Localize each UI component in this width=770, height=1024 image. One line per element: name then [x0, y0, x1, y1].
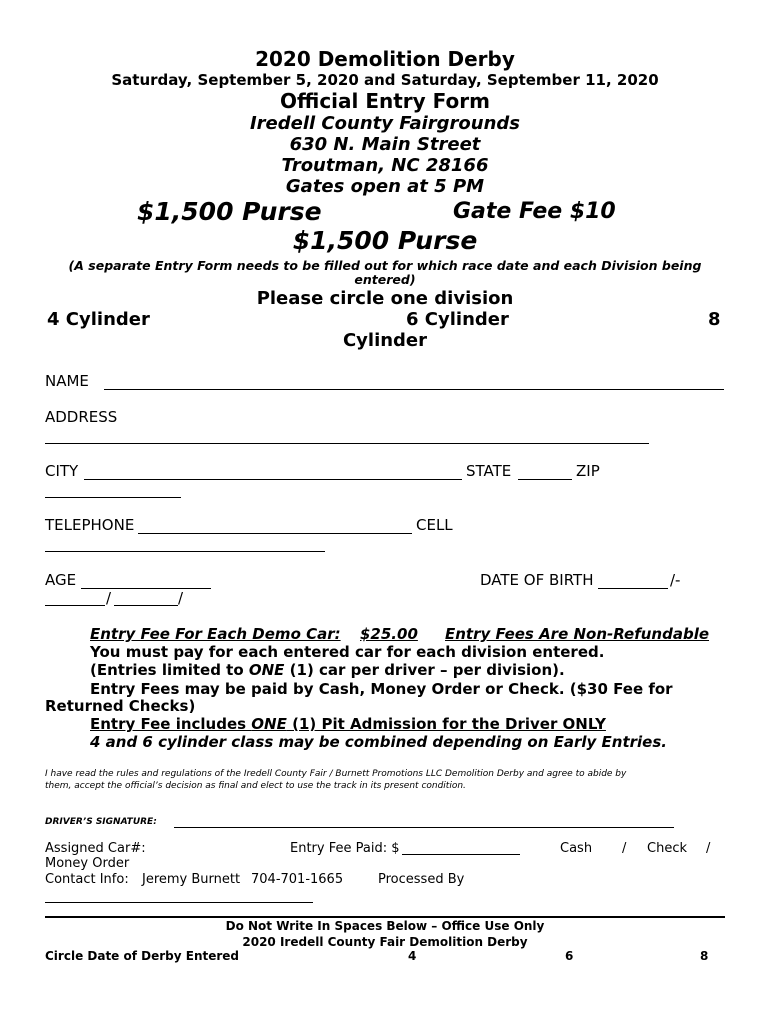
office-col-6: 6 [565, 949, 574, 963]
cell-label: CELL [416, 516, 453, 534]
fee-amount: $25.00 [360, 625, 418, 643]
venue-name: Iredell County Fairgrounds [249, 113, 521, 134]
gates-open: Gates open at 5 PM [285, 176, 485, 197]
form-title: Official Entry Form [280, 89, 490, 113]
fee-line4: Entry Fees may be paid by Cash, Money Order or Check. ($30 Fee for [90, 680, 673, 698]
office-use-divider [45, 916, 725, 918]
payment-cash[interactable]: Cash [560, 841, 593, 856]
assigned-car-label: Assigned Car#: [45, 841, 146, 856]
name-field[interactable] [104, 389, 724, 390]
dob-month-field[interactable] [598, 588, 668, 589]
division-8-number[interactable]: 8 [708, 309, 721, 330]
city-label: CITY [45, 462, 79, 480]
dob-year-field[interactable] [114, 605, 178, 606]
contact-phone: 704-701-1665 [251, 872, 344, 887]
circle-date-label: Circle Date of Derby Entered [45, 949, 240, 963]
agreement-line2: them, accept the official’s decision as final and elect to use the track in its present condition. [45, 781, 466, 791]
dob-label: DATE OF BIRTH [480, 571, 594, 589]
non-refundable-notice: Entry Fees Are Non-Refundable [445, 625, 710, 643]
telephone-field[interactable] [138, 533, 412, 534]
state-field[interactable] [518, 479, 572, 480]
telephone-label: TELEPHONE [45, 516, 135, 534]
processed-by-field[interactable] [45, 902, 313, 903]
venue-city: Troutman, NC 28166 [281, 155, 489, 176]
purse-left: $1,500 Purse [137, 197, 322, 226]
zip-label: ZIP [576, 462, 600, 480]
office-col-4: 4 [408, 949, 417, 963]
entry-note-line2: entered) [354, 272, 416, 287]
division-8-cylinder[interactable]: Cylinder [342, 330, 428, 351]
dob-separator: /- [670, 571, 681, 589]
entry-fee-paid-label: Entry Fee Paid: $ [290, 841, 400, 856]
dob-separator: / [178, 589, 184, 607]
cell-field[interactable] [45, 551, 325, 552]
agreement-line1: I have read the rules and regulations of the Iredell County Fair / Burnett Promotions LLC Demolition Derby and agree to abide by [45, 769, 627, 779]
event-dates: Saturday, September 5, 2020 and Saturday, September 11, 2020 [111, 71, 659, 89]
page-title: 2020 Demolition Derby [255, 47, 515, 71]
fee-line6: 4 and 6 cylinder class may be combined depending on Early Entries. [90, 733, 667, 751]
office-use-notice: Do Not Write In Spaces Below – Office Use Only [225, 919, 545, 933]
venue-address: 630 N. Main Street [289, 134, 481, 155]
age-field[interactable] [81, 588, 211, 589]
signature-field[interactable] [174, 827, 674, 828]
city-field[interactable] [84, 479, 462, 480]
contact-name: Jeremy Burnett [142, 872, 241, 887]
address-label: ADDRESS [45, 408, 118, 426]
payment-separator: / [622, 841, 627, 856]
processed-by-label: Processed By [378, 872, 465, 887]
payment-separator: / [706, 841, 711, 856]
dob-day-field[interactable] [45, 605, 105, 606]
office-col-8: 8 [700, 949, 709, 963]
zip-field[interactable] [45, 497, 181, 498]
address-field[interactable] [45, 443, 649, 444]
contact-info-label: Contact Info: [45, 872, 129, 887]
purse-center: $1,500 Purse [292, 226, 478, 255]
division-heading: Please circle one division [256, 288, 514, 309]
fee-line5: Entry Fee includes ONE (1) Pit Admission for the Driver ONLY [90, 715, 606, 733]
signature-label: DRIVER’S SIGNATURE: [45, 817, 157, 827]
name-label: NAME [45, 372, 89, 390]
fee-line3: (Entries limited to ONE (1) car per driver – per division). [90, 661, 565, 679]
age-label: AGE [45, 571, 77, 589]
entry-fee-paid-field[interactable] [402, 854, 520, 855]
payment-money-order[interactable]: Money Order [45, 856, 130, 871]
payment-check[interactable]: Check [647, 841, 687, 856]
entry-note-line1: (A separate Entry Form needs to be filled out for which race date and each Division being [68, 258, 702, 273]
fee-line4b: Returned Checks) [45, 697, 196, 715]
fair-title: 2020 Iredell County Fair Demolition Derby [242, 935, 528, 949]
division-4-cylinder[interactable]: 4 Cylinder [47, 309, 150, 330]
state-label: STATE [466, 462, 512, 480]
dob-separator: / [106, 589, 112, 607]
gate-fee: Gate Fee $10 [453, 199, 616, 224]
division-6-cylinder[interactable]: 6 Cylinder [406, 309, 509, 330]
fee-line2: You must pay for each entered car for each division entered. [90, 643, 605, 661]
fee-line1-label: Entry Fee For Each Demo Car: [90, 625, 341, 643]
